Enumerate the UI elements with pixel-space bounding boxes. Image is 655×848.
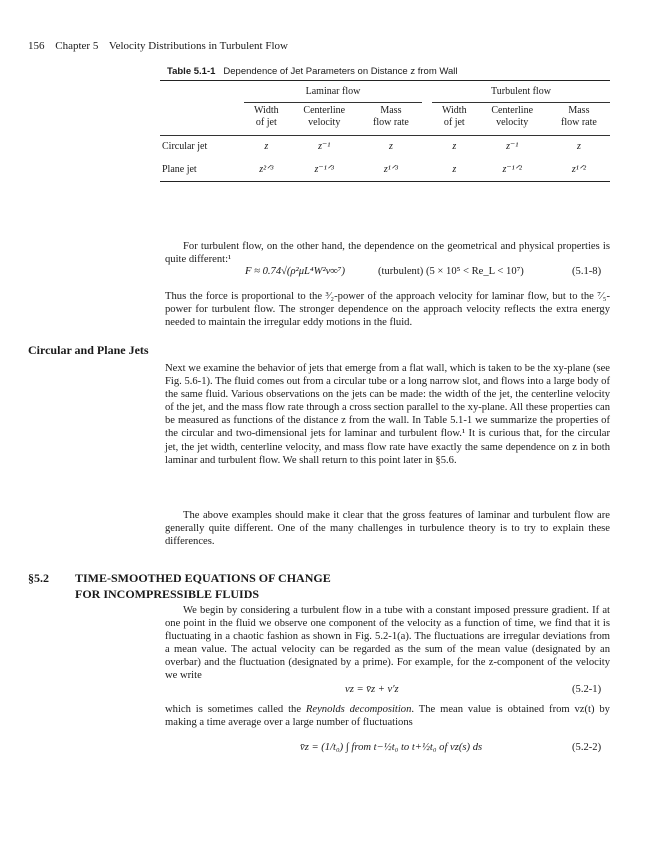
table-cell: z bbox=[388, 141, 393, 153]
table-cell: z¹ᐟ² bbox=[571, 163, 586, 175]
group-laminar: Laminar flow bbox=[244, 81, 422, 103]
equation-condition: (turbulent) (5 × 10⁵ < Re_L < 10⁷) bbox=[378, 266, 524, 277]
equation-number: (5.1-8) bbox=[572, 266, 602, 277]
paragraph: Next we examine the behavior of jets that emerge from a flat wall, which is taken to be the xy-plane (see Fig. 5.6-1). The fluid comes out from a circular tube or a long narrow slot, and flows into a large body of the same fluid. Various observations on the jets can be made: the width of the jet, the centerline velocity of the jet, and the mass flow rate through a cross section parallel to the xy-plane. All these properties can be measured as functions of the distance z from the wall. In Table 5.1-1 we summarize the properties of the circular and two-dimensional jets for laminar and turbulent flow.¹ It is curious that, for the circular jet, the jet width, centerline velocity, and mass flow rate have exactly the same dependence on z in both laminar and turbulent flow. We shall return to this point later in §5.6. bbox=[165, 363, 610, 466]
emphasis: Reynolds decomposition bbox=[305, 704, 412, 715]
equation-number: (5.2-2) bbox=[572, 742, 602, 753]
column-header-line: Mass bbox=[380, 105, 402, 116]
jet-parameters-table bbox=[160, 80, 610, 182]
column-header bbox=[289, 103, 360, 136]
paragraph: We begin by considering a turbulent flow in a tube with a constant imposed pressure gradient. If at one point in the fluid we observe one component of the velocity as a function of time, we find that it is fluctuating in a chaotic fashion as shown in Fig. 5.2-1(a). The fluctuations are irregular deviations from a mean value. The actual velocity can be regarded as the sum of the mean value (designated by an overbar) and the fluctuation (designated by a prime). For example, for the z-component of the velocity we write bbox=[165, 605, 610, 682]
table-row bbox=[160, 136, 610, 159]
column-header-line: flow rate bbox=[372, 117, 409, 128]
column-header bbox=[244, 103, 289, 136]
group-turbulent: Turbulent flow bbox=[432, 81, 610, 103]
column-header bbox=[477, 103, 548, 136]
column-header bbox=[548, 103, 610, 136]
equation: F ≈ 0.74√(ρ²μL⁴W²v∞⁷) bbox=[245, 266, 346, 277]
table-caption-text: Dependence of Jet Parameters on Distance z from Wall bbox=[223, 66, 458, 77]
row-label: Circular jet bbox=[162, 141, 208, 153]
column-header-line: velocity bbox=[496, 117, 529, 128]
section-title-line1: TIME-SMOOTHED EQUATIONS OF CHANGE bbox=[75, 571, 331, 585]
running-header bbox=[28, 40, 296, 52]
chapter-title: Velocity Distributions in Turbulent Flow bbox=[108, 40, 288, 52]
column-header-line: Width bbox=[254, 105, 279, 116]
section-title-line2: FOR INCOMPRESSIBLE FLUIDS bbox=[75, 587, 260, 601]
table-cell: z bbox=[264, 141, 269, 153]
text: which is sometimes called the bbox=[165, 704, 306, 715]
table-cell: z²ᐟ³ bbox=[259, 163, 274, 175]
table-row bbox=[160, 159, 610, 182]
column-header bbox=[432, 103, 477, 136]
column-header-line: of jet bbox=[443, 117, 465, 128]
paragraph: The above examples should make it clear that the gross features of laminar and turbulent flow are generally quite different. One of the many challenges in turbulence theory is to try to explain these differences. bbox=[165, 510, 610, 548]
column-header-line: of jet bbox=[255, 117, 277, 128]
column-header bbox=[360, 103, 422, 136]
table-cell: z⁻¹ bbox=[506, 141, 519, 153]
equation-number: (5.2-1) bbox=[572, 684, 602, 695]
paragraph bbox=[165, 703, 610, 729]
column-header-line: Width bbox=[441, 105, 467, 116]
table-label: Table 5.1-1 bbox=[167, 66, 216, 77]
section-heading: Circular and Plane Jets bbox=[28, 343, 149, 357]
equation: vz = v̄z + v′z bbox=[345, 684, 399, 695]
table-cell: z⁻¹ bbox=[318, 141, 331, 153]
text: . The mean value is obtained from vz(t) by making a time average over a large number of fluctuations bbox=[165, 704, 610, 729]
row-label: Plane jet bbox=[162, 163, 197, 175]
paragraph: Thus the force is proportional to the ³⁄₂-power of the approach velocity for laminar flow, but to the ⁷⁄₅-power for turbulent flow. The stronger dependence on the approach velocity reflects the extra energy needed to maintain the irregular eddy motions in the fluid. bbox=[165, 291, 610, 329]
table-cell: z⁻¹ᐟ³ bbox=[314, 163, 334, 175]
page-number: 156 bbox=[28, 40, 45, 52]
table-cell: z bbox=[576, 141, 581, 153]
table-cell: z bbox=[452, 163, 457, 175]
table-cell: z⁻¹ᐟ² bbox=[502, 163, 522, 175]
paragraph: For turbulent flow, on the other hand, the dependence on the geometrical and physical properties is quite different:¹ bbox=[165, 241, 610, 266]
table-cell: z bbox=[452, 141, 457, 153]
column-header-line: Mass bbox=[568, 105, 590, 116]
column-header-line: flow rate bbox=[560, 117, 597, 128]
column-header-line: Centerline bbox=[303, 105, 346, 116]
column-header-line: Centerline bbox=[491, 105, 534, 116]
table-cell: z¹ᐟ³ bbox=[383, 163, 398, 175]
table-caption bbox=[167, 66, 458, 77]
equation: v̄z = (1/t₀) ∫ from t−½t₀ to t+½t₀ of vz(s) ds bbox=[300, 742, 483, 753]
section-number: §5.2 bbox=[28, 571, 49, 585]
column-header-line: velocity bbox=[308, 117, 341, 128]
chapter-label: Chapter 5 bbox=[55, 40, 99, 52]
